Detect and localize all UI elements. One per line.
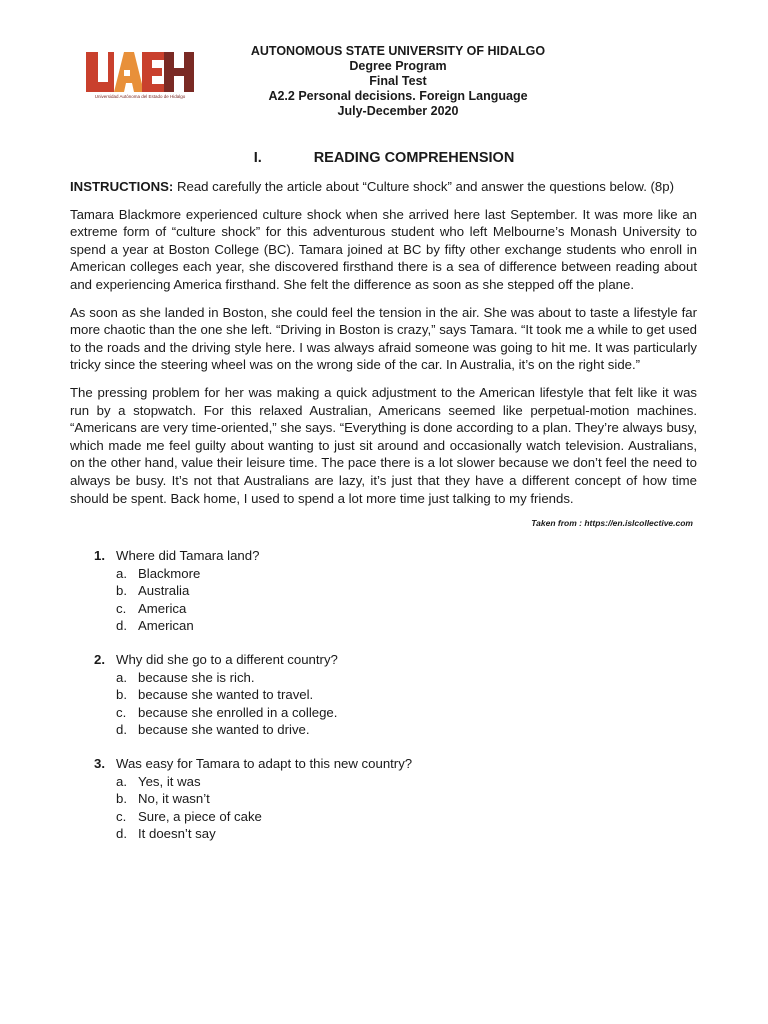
option-letter: d. xyxy=(116,826,127,842)
article-source: Taken from : https://en.islcollective.com xyxy=(531,518,693,529)
option-text: because she wanted to travel. xyxy=(138,687,314,703)
test-name: Final Test xyxy=(369,74,427,88)
question-number: 3. xyxy=(94,756,105,772)
option[interactable] xyxy=(116,600,697,618)
option[interactable] xyxy=(116,686,697,704)
option-text: Blackmore xyxy=(138,565,201,581)
period: July-December 2020 xyxy=(337,104,459,118)
option[interactable] xyxy=(116,582,697,600)
option[interactable] xyxy=(116,704,697,722)
section-heading xyxy=(0,150,768,166)
option-letter: a. xyxy=(116,773,127,789)
option[interactable] xyxy=(116,617,697,635)
question-text: Where did Tamara land? xyxy=(116,548,260,564)
section-title: READING COMPREHENSION xyxy=(313,150,515,166)
option-text: American xyxy=(138,618,194,634)
course-name: A2.2 Personal decisions. Foreign Language xyxy=(268,89,528,103)
option-text: because she is rich. xyxy=(138,669,255,685)
question-text: Was easy for Tamara to adapt to this new country? xyxy=(116,756,413,772)
option[interactable] xyxy=(116,565,697,583)
option-letter: a. xyxy=(116,669,127,685)
document-body xyxy=(70,178,697,859)
logo-caption: Universidad Autónoma del Estado de Hidalgo xyxy=(94,94,186,99)
option[interactable] xyxy=(116,790,697,808)
instructions-label: INSTRUCTIONS: xyxy=(70,179,174,194)
option-letter: b. xyxy=(116,583,127,599)
option-letter: d. xyxy=(116,618,127,634)
question-number: 1. xyxy=(94,548,105,564)
article-paragraph: Tamara Blackmore experienced culture shock when she arrived here last September. It was more like an extreme form of “culture shock” for this adventurous student who left Melbourne’s Monash University to spend a year at Boston College (BC). Tamara joined at BC by fifty other exchange students who enroll in American colleges each year, she discovered firsthand there is a sea of difference between reading about and experiencing America firsthand. She felt the difference as soon as she stepped off the plane. xyxy=(70,206,697,292)
document-header xyxy=(0,44,768,119)
option-letter: c. xyxy=(116,704,127,720)
option-text: America xyxy=(138,600,187,616)
option[interactable] xyxy=(116,808,697,826)
option-list xyxy=(70,669,697,739)
option-text: because she enrolled in a college. xyxy=(138,704,338,720)
option[interactable] xyxy=(116,669,697,687)
option[interactable] xyxy=(116,773,697,791)
program-name: Degree Program xyxy=(349,59,447,73)
question xyxy=(70,651,697,739)
option-letter: c. xyxy=(116,808,127,824)
option-list xyxy=(70,773,697,843)
option-text: because she wanted to drive. xyxy=(138,722,310,738)
question xyxy=(70,547,697,635)
section-number: I. xyxy=(253,150,262,166)
question-number: 2. xyxy=(94,652,105,668)
option-list xyxy=(70,565,697,635)
option-text: No, it wasn’t xyxy=(138,791,210,807)
option-text: Yes, it was xyxy=(138,773,201,789)
article-paragraph: The pressing problem for her was making a quick adjustment to the American lifestyle that felt like it was run by a stopwatch. For this relaxed Australian, Americans seemed like perpetual-motion machines. “Americans are very time-oriented,” she says. “Everything is done according to a plan. They’re always busy, which made me feel guilty about wanting to just sit around and occasionally watch television. Australians, on the other hand, value their leisure time. The pace there is a lot slower because we don’t feel the need to always be busy. It’s not that Australians are lazy, it’s just that they have a different concept of how time should be spent. Back home, I used to spend a lot more time just talking to my friends. xyxy=(70,384,697,506)
instructions-text: Read carefully the article about “Culture shock” and answer the questions below. (8p) xyxy=(173,179,674,194)
option-letter: d. xyxy=(116,722,127,738)
article-paragraph: As soon as she landed in Boston, she could feel the tension in the air. She was about to taste a lifestyle far more chaotic than the one she left. “Driving in Boston is crazy,” says Tamara. “It took me a while to get used to the roads and the driving style here. I was always afraid someone was going to hit me. It was particularly tricky since the steering wheel was on the wrong side of the car. In Australia, it’s on the right side.” xyxy=(70,304,697,373)
university-name: AUTONOMOUS STATE UNIVERSITY OF HIDALGO xyxy=(250,44,546,58)
option[interactable] xyxy=(116,825,697,843)
question-text: Why did she go to a different country? xyxy=(116,652,338,668)
option-text: Australia xyxy=(138,583,190,599)
option-text: Sure, a piece of cake xyxy=(138,808,262,824)
instructions xyxy=(70,178,697,196)
option-letter: a. xyxy=(116,565,127,581)
option-text: It doesn’t say xyxy=(138,826,216,842)
option[interactable] xyxy=(116,721,697,739)
option-letter: b. xyxy=(116,687,127,703)
option-letter: c. xyxy=(116,600,127,616)
question xyxy=(70,755,697,843)
option-letter: b. xyxy=(116,791,127,807)
